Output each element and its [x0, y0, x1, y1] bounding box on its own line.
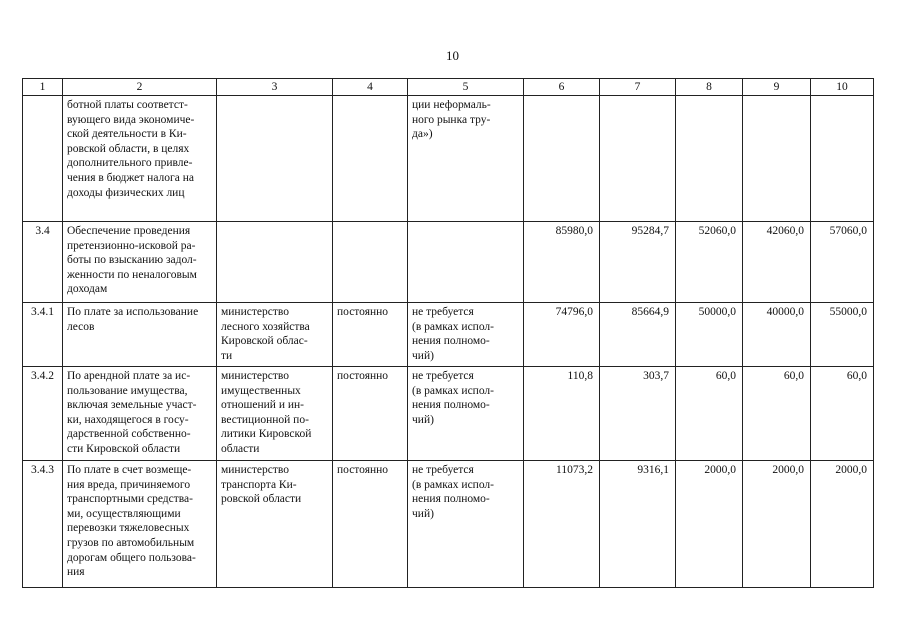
- value-col8: 50000,0: [676, 303, 743, 367]
- row-number: 3.4.2: [23, 367, 63, 461]
- value-col7: 85664,9: [600, 303, 676, 367]
- value-col7: 9316,1: [600, 461, 676, 588]
- row-number: [23, 96, 63, 222]
- page-number: 10: [446, 48, 459, 63]
- value-col6: 110,8: [524, 367, 600, 461]
- value-col7: 95284,7: [600, 222, 676, 303]
- measure-name: ботной платы соответст- вующего вида экономиче- ской деятельности в Ки- ровской области, в целях дополнительного привле- чения в бюджет налога на доходы физических лиц: [63, 96, 217, 222]
- column-header: 8: [676, 79, 743, 96]
- note: не требуется (в рамках испол- нения полномо- чий): [408, 461, 524, 588]
- row-number: 3.4.3: [23, 461, 63, 588]
- column-header: 5: [408, 79, 524, 96]
- row-number: 3.4: [23, 222, 63, 303]
- value-col8: [676, 96, 743, 222]
- term: постоянно: [333, 461, 408, 588]
- value-col9: [743, 96, 811, 222]
- note: не требуется (в рамках испол- нения полномо- чий): [408, 367, 524, 461]
- value-col6: [524, 96, 600, 222]
- value-col9: 2000,0: [743, 461, 811, 588]
- value-col6: 11073,2: [524, 461, 600, 588]
- value-col9: 60,0: [743, 367, 811, 461]
- value-col10: 60,0: [811, 367, 874, 461]
- measure-name: Обеспечение проведения претензионно-исковой ра- боты по взысканию задол- женности по неналоговым доходам: [63, 222, 217, 303]
- value-col6: 74796,0: [524, 303, 600, 367]
- column-header: 2: [63, 79, 217, 96]
- term: постоянно: [333, 303, 408, 367]
- term: постоянно: [333, 367, 408, 461]
- row-number: 3.4.1: [23, 303, 63, 367]
- column-header: 7: [600, 79, 676, 96]
- column-header: 1: [23, 79, 63, 96]
- value-col8: 52060,0: [676, 222, 743, 303]
- note: не требуется (в рамках испол- нения полномо- чий): [408, 303, 524, 367]
- executor: [217, 96, 333, 222]
- term: [333, 96, 408, 222]
- note: ции неформаль- ного рынка тру- да»): [408, 96, 524, 222]
- measure-name: По арендной плате за ис- пользование имущества, включая земельные участ- ки, находящегося в госу- дарственной собственно- сти Кировской области: [63, 367, 217, 461]
- value-col10: 57060,0: [811, 222, 874, 303]
- column-header: 9: [743, 79, 811, 96]
- value-col7: [600, 96, 676, 222]
- table-row: [23, 222, 874, 303]
- value-col10: 2000,0: [811, 461, 874, 588]
- note: [408, 222, 524, 303]
- table-row: [23, 303, 874, 367]
- measure-name: По плате за использование лесов: [63, 303, 217, 367]
- table-row: [23, 461, 874, 588]
- executor: министерство имущественных отношений и ин- вестиционной по- литики Кировской области: [217, 367, 333, 461]
- measure-name: По плате в счет возмеще- ния вреда, причиняемого транспортными средства- ми, осуществляющими перевозки тяжеловесных грузов по автомобильным дорогам общего пользова- ния: [63, 461, 217, 588]
- column-header: 3: [217, 79, 333, 96]
- column-header: 10: [811, 79, 874, 96]
- value-col8: 2000,0: [676, 461, 743, 588]
- column-number-header-row: [23, 79, 874, 96]
- column-header: 4: [333, 79, 408, 96]
- value-col10: 55000,0: [811, 303, 874, 367]
- value-col10: [811, 96, 874, 222]
- table-row: [23, 96, 874, 222]
- value-col7: 303,7: [600, 367, 676, 461]
- term: [333, 222, 408, 303]
- value-col6: 85980,0: [524, 222, 600, 303]
- executor: [217, 222, 333, 303]
- budget-measures-table: [22, 78, 874, 588]
- executor: министерство транспорта Ки- ровской области: [217, 461, 333, 588]
- value-col9: 42060,0: [743, 222, 811, 303]
- value-col8: 60,0: [676, 367, 743, 461]
- executor: министерство лесного хозяйства Кировской облас- ти: [217, 303, 333, 367]
- table-row: [23, 367, 874, 461]
- value-col9: 40000,0: [743, 303, 811, 367]
- column-header: 6: [524, 79, 600, 96]
